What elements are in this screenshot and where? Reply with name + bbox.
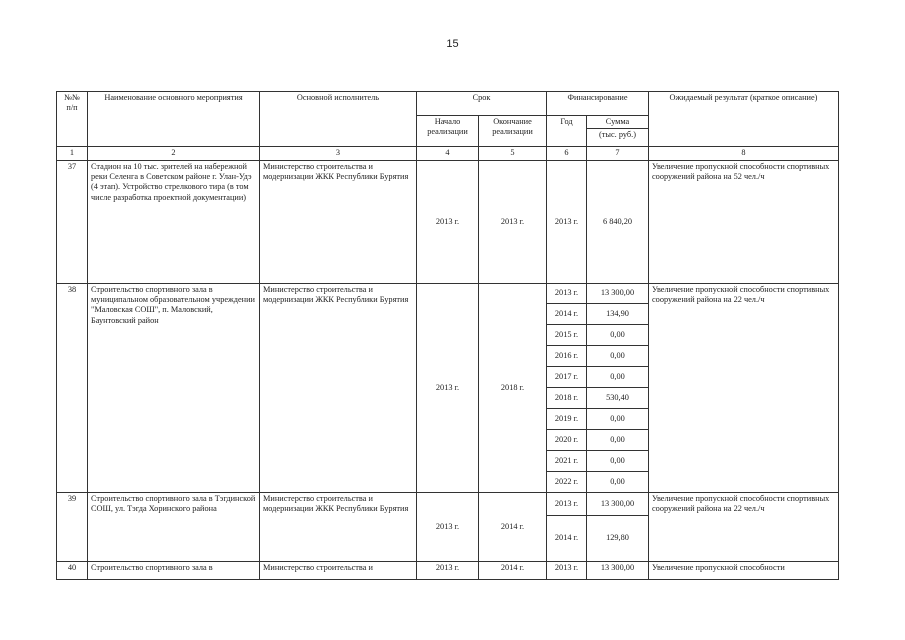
row-executor: Министерство строительства и модернизации ЖКК Республики Бурятия <box>260 283 417 492</box>
row-year: 2013 г. <box>547 561 587 579</box>
header-name: Наименование основного мероприятия <box>88 92 260 147</box>
page-number: 15 <box>446 38 459 50</box>
row-result: Увеличение пропускной способности спортивных сооружений района на 22 чел./ч <box>649 283 839 492</box>
row-start: 2013 г. <box>417 283 479 492</box>
row-year: 2013 г. <box>547 160 587 283</box>
row-end: 2014 г. <box>479 492 547 561</box>
table-row <box>57 160 839 283</box>
col-number: 3 <box>260 147 417 160</box>
row-year: 2013 г. <box>547 283 587 303</box>
header-year: Год <box>547 116 587 147</box>
row-year: 2013 г. <box>547 492 587 515</box>
row-sum: 0,00 <box>587 324 649 345</box>
row-num: 37 <box>57 160 88 283</box>
row-year: 2021 г. <box>547 450 587 471</box>
activities-table <box>56 91 839 580</box>
row-end: 2018 г. <box>479 283 547 492</box>
col-number: 7 <box>587 147 649 160</box>
row-year: 2018 г. <box>547 387 587 408</box>
header-term: Срок <box>417 92 547 116</box>
row-num: 39 <box>57 492 88 561</box>
header-sum-unit: (тыс. руб.) <box>587 129 649 147</box>
row-year: 2014 г. <box>547 515 587 561</box>
col-number: 1 <box>57 147 88 160</box>
header-end: Окончание реализации <box>479 116 547 147</box>
row-sum: 129,80 <box>587 515 649 561</box>
row-sum: 0,00 <box>587 429 649 450</box>
row-year: 2017 г. <box>547 366 587 387</box>
header-financing: Финансирование <box>547 92 649 116</box>
row-name: Строительство спортивного зала в <box>88 561 260 579</box>
row-end: 2013 г. <box>479 160 547 283</box>
row-start: 2013 г. <box>417 561 479 579</box>
row-result: Увеличение пропускной способности <box>649 561 839 579</box>
row-year: 2019 г. <box>547 408 587 429</box>
row-result: Увеличение пропускной способности спортивных сооружений района на 52 чел./ч <box>649 160 839 283</box>
row-sum: 13 300,00 <box>587 492 649 515</box>
row-sum: 0,00 <box>587 471 649 492</box>
row-executor: Министерство строительства и модернизации ЖКК Республики Бурятия <box>260 492 417 561</box>
row-executor: Министерство строительства и <box>260 561 417 579</box>
table-row <box>57 492 839 515</box>
row-sum: 13 300,00 <box>587 283 649 303</box>
row-sum: 0,00 <box>587 408 649 429</box>
row-result: Увеличение пропускной способности спортивных сооружений района на 22 чел./ч <box>649 492 839 561</box>
row-sum: 6 840,20 <box>587 160 649 283</box>
row-year: 2022 г. <box>547 471 587 492</box>
row-sum: 0,00 <box>587 366 649 387</box>
header-num: №№ п/п <box>57 92 88 147</box>
col-number: 4 <box>417 147 479 160</box>
header-sum: Сумма <box>587 116 649 129</box>
row-start: 2013 г. <box>417 160 479 283</box>
col-number: 6 <box>547 147 587 160</box>
row-sum: 530,40 <box>587 387 649 408</box>
row-end: 2014 г. <box>479 561 547 579</box>
row-name: Стадион на 10 тыс. зрителей на набережной реки Селенга в Советском районе г. Улан-Удэ (4 этап). Устройство стрелкового тира (в том числе разработка проектной документации) <box>88 160 260 283</box>
row-name: Строительство спортивного зала в Тэгдинской СОШ, ул. Тэгда Хоринского района <box>88 492 260 561</box>
row-year: 2014 г. <box>547 303 587 324</box>
header-executor: Основной исполнитель <box>260 92 417 147</box>
row-sum: 0,00 <box>587 450 649 471</box>
header-result: Ожидаемый результат (краткое описание) <box>649 92 839 147</box>
row-executor: Министерство строительства и модернизации ЖКК Республики Бурятия <box>260 160 417 283</box>
row-year: 2015 г. <box>547 324 587 345</box>
row-num: 40 <box>57 561 88 579</box>
table-row <box>57 283 839 303</box>
row-sum: 134,90 <box>587 303 649 324</box>
row-sum: 0,00 <box>587 345 649 366</box>
row-sum: 13 300,00 <box>587 561 649 579</box>
row-year: 2020 г. <box>547 429 587 450</box>
col-number: 8 <box>649 147 839 160</box>
row-num: 38 <box>57 283 88 492</box>
row-year: 2016 г. <box>547 345 587 366</box>
row-name: Строительство спортивного зала в муниципальном образовательном учреждении "Маловская СОШ", п. Маловский, Баунтовский район <box>88 283 260 492</box>
col-number: 2 <box>88 147 260 160</box>
header-start: Начало реализации <box>417 116 479 147</box>
row-start: 2013 г. <box>417 492 479 561</box>
table-row <box>57 561 839 579</box>
col-number: 5 <box>479 147 547 160</box>
